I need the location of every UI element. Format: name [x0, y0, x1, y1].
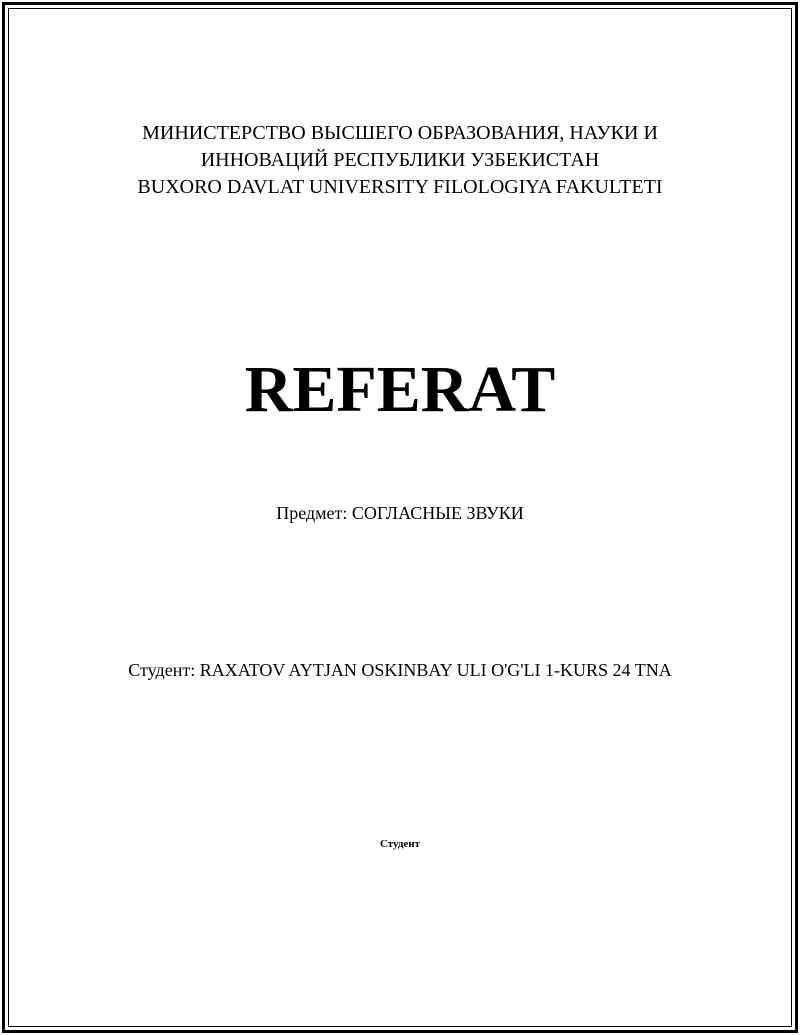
header-line-republic: ИННОВАЦИЙ РЕСПУБЛИКИ УЗБЕКИСТАН: [200, 149, 600, 171]
header-line-faculty: BUXORO DAVLAT UNIVERSITY FILOLOGIYA FAKULTETI: [137, 176, 663, 198]
header-line-ministry: МИНИСТЕРСТВО ВЫСШЕГО ОБРАЗОВАНИЯ, НАУКИ И: [142, 122, 658, 144]
student-line: Студент: RAXATOV AYTJAN OSKINBAY ULI O'G'LI 1-KURS 24 TNA: [128, 660, 672, 680]
document-title: REFERAT: [244, 353, 556, 426]
student-label: Студент: [379, 838, 421, 850]
ministry-header: [0, 120, 800, 201]
subject-line: Предмет: СОГЛАСНЫЕ ЗВУКИ: [276, 503, 524, 523]
